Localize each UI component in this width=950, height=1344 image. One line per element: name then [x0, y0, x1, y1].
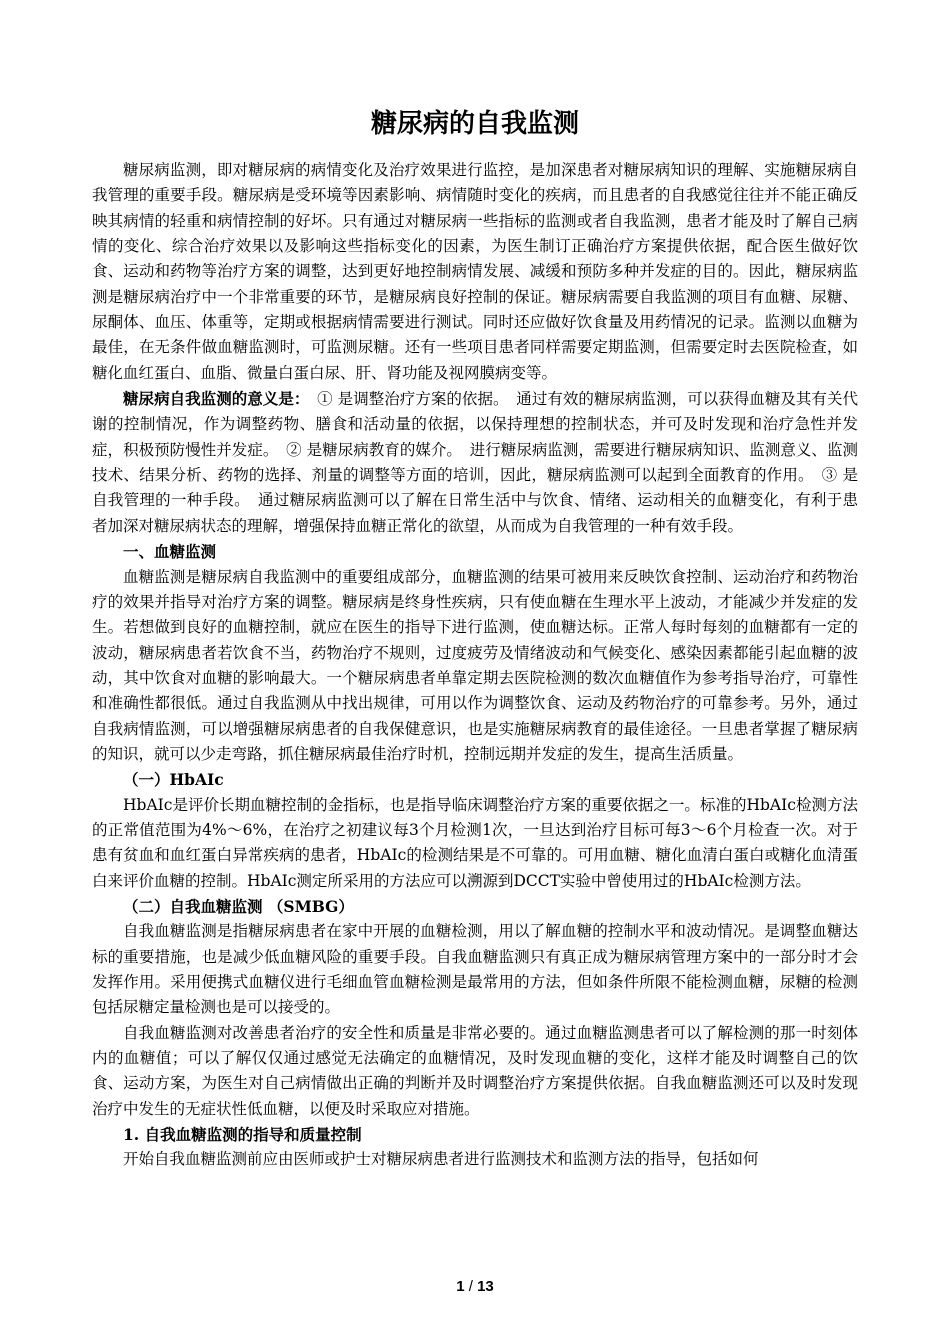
total-pages: 13 [477, 1278, 494, 1295]
current-page: 1 [456, 1278, 465, 1295]
quality-control-paragraph: 开始自我血糖监测前应由医师或护士对糖尿病患者进行监测技术和监测方法的指导，包括如何 [123, 1150, 759, 1169]
intro-paragraph: 糖尿病监测，即对糖尿病的病情变化及治疗效果进行监控，是加深患者对糖尿病知识的理解、实施糖尿病自我管理的重要手段。糖尿病是受环境等因素影响、病情随时变化的疾病，而且患者的自我感觉往往并不能正确反映其病情的轻重和病情控制的好坏。只有通过对糖尿病一些指标的监测或者自我监测，患者才能及时了解自己病情的变化、综合治疗效果以及影响这些指标变化的因素，为医生制订正确治疗方案提供依据，配合医生做好饮食、运动和药物等治疗方案的调整，达到更好地控制病情发展、减缓和预防多种并发症的目的。因此，糖尿病监测是糖尿病治疗中一个非常重要的环节，是糖尿病良好控制的保证。糖尿病需要自我监测的项目有血糖、尿糖、尿酮体、血压、体重等，定期或根据病情需要进行测试。同时还应做好饮食量及用药情况的记录。监测以血糖为最佳，在无条件做血糖监测时，可监测尿糖。还有一些项目患者同样需要定期监测，但需要定时去医院检查，如糖化血红蛋白、血脂、微量白蛋白尿、肝、肾功能及视网膜病变等。 [92, 161, 858, 382]
smbg-paragraph-1: 自我血糖监测是指糖尿病患者在家中开展的血糖检测，用以了解血糖的控制水平和波动情况。是调整血糖达标的重要措施，也是减少低血糖风险的重要手段。自我血糖监测只有真正成为糖尿病管理方案中的一部分时才会发挥作用。采用便携式血糖仪进行毛细血管血糖检测是最常用的方法，但如条件所限不能检测血糖，尿糖的检测包括尿糖定量检测也是可以接受的。 [92, 922, 858, 1017]
hbaic-paragraph: HbAIc是评价长期血糖控制的金指标，也是指导临床调整治疗方案的重要依据之一。标准的HbAIc检测方法的正常值范围为4%～6%，在治疗之初建议每3个月检测1次，一旦达到治疗目标可每3～6个月检查一次。对于患有贫血和血红蛋白异常疾病的患者，HbAIc的检测结果是不可靠的。可用血糖、糖化血清白蛋白或糖化血清蛋白来评价血糖的控制。HbAIc测定所采用的方法应可以溯源到DCCT实验中曾使用过的HbAIc检测方法。 [92, 795, 858, 890]
page-separator: / [468, 1278, 473, 1295]
blood-glucose-paragraph: 血糖监测是糖尿病自我监测中的重要组成部分，血糖监测的结果可被用来反映饮食控制、运动治疗和药物治疗的效果并指导对治疗方案的调整。糖尿病是终身性疾病，只有使血糖在生理水平上波动，才能减少并发症的发生。若想做到良好的血糖控制，就应在医生的指导下进行监测，使血糖达标。正常人每时每刻的血糖都有一定的波动，糖尿病患者若饮食不当，药物治疗不规则，过度疲劳及情绪波动和气候变化、感染因素都能引起血糖的波动，其中饮食对血糖的影响最大。一个糖尿病患者单靠定期去医院检测的数次血糖值作为参考指导治疗，可靠性和准确性都很低。通过自我监测从中找出规律，可用以作为调整饮食、运动及药物治疗的可靠参考。另外，通过自我病情监测，可以增强糖尿病患者的自我保健意识，也是实施糖尿病教育的最佳途径。一旦患者掌握了糖尿病的知识，就可以少走弯路，抓住糖尿病最佳治疗时机，控制远期并发症的发生，提高生活质量。 [92, 567, 858, 763]
document-body [92, 158, 858, 1173]
subsection-heading-smbg: （二）自我血糖监测 （SMBG） [123, 896, 354, 916]
significance-lead: 糖尿病自我监测的意义是： [123, 389, 302, 409]
document-title: 糖尿病的自我监测 [370, 109, 579, 139]
section-heading-blood-glucose: 一、血糖监测 [123, 542, 217, 562]
subsection-heading-quality-control: 1. 自我血糖监测的指导和质量控制 [123, 1125, 362, 1145]
smbg-paragraph-2: 自我血糖监测对改善患者治疗的安全性和质量是非常必要的。通过血糖监测患者可以了解检测的那一时刻体内的血糖值；可以了解仅仅通过感觉无法确定的血糖情况，及时发现血糖的变化，这样才能及时调整自己的饮食、运动方案，为医生对自己病情做出正确的判断并及时调整治疗方案提供依据。自我血糖监测还可以及时发现治疗中发生的无症状性低血糖，以便及时采取应对措施。 [92, 1023, 858, 1118]
page-number [0, 1278, 950, 1295]
significance-paragraph [92, 386, 858, 539]
subsection-heading-hbaic: （一）HbAIc [123, 770, 224, 790]
significance-text: ① 是调整治疗方案的依据。 通过有效的糖尿病监测，可以获得血糖及其有关代谢的控制情况，作为调整药物、膳食和活动量的依据，以保持理想的控制状态，并可及时发现和治疗急性并发症，积极预防慢性并发症。 ② 是糖尿病教育的媒介。 进行糖尿病监测，需要进行糖尿病知识、监测意义、监测技术、结果分析、药物的选择、剂量的调整等方面的培训，因此，糖尿病监测可以起到全面教育的作用。 ③ 是自我管理的一种手段。 通过糖尿病监测可以了解在日常生活中与饮食、情绪、运动相关的血糖变化，有利于患者加深对糖尿病状态的理解，增强保持血糖正常化的欲望，从而成为自我管理的一种有效手段。 [92, 390, 858, 535]
